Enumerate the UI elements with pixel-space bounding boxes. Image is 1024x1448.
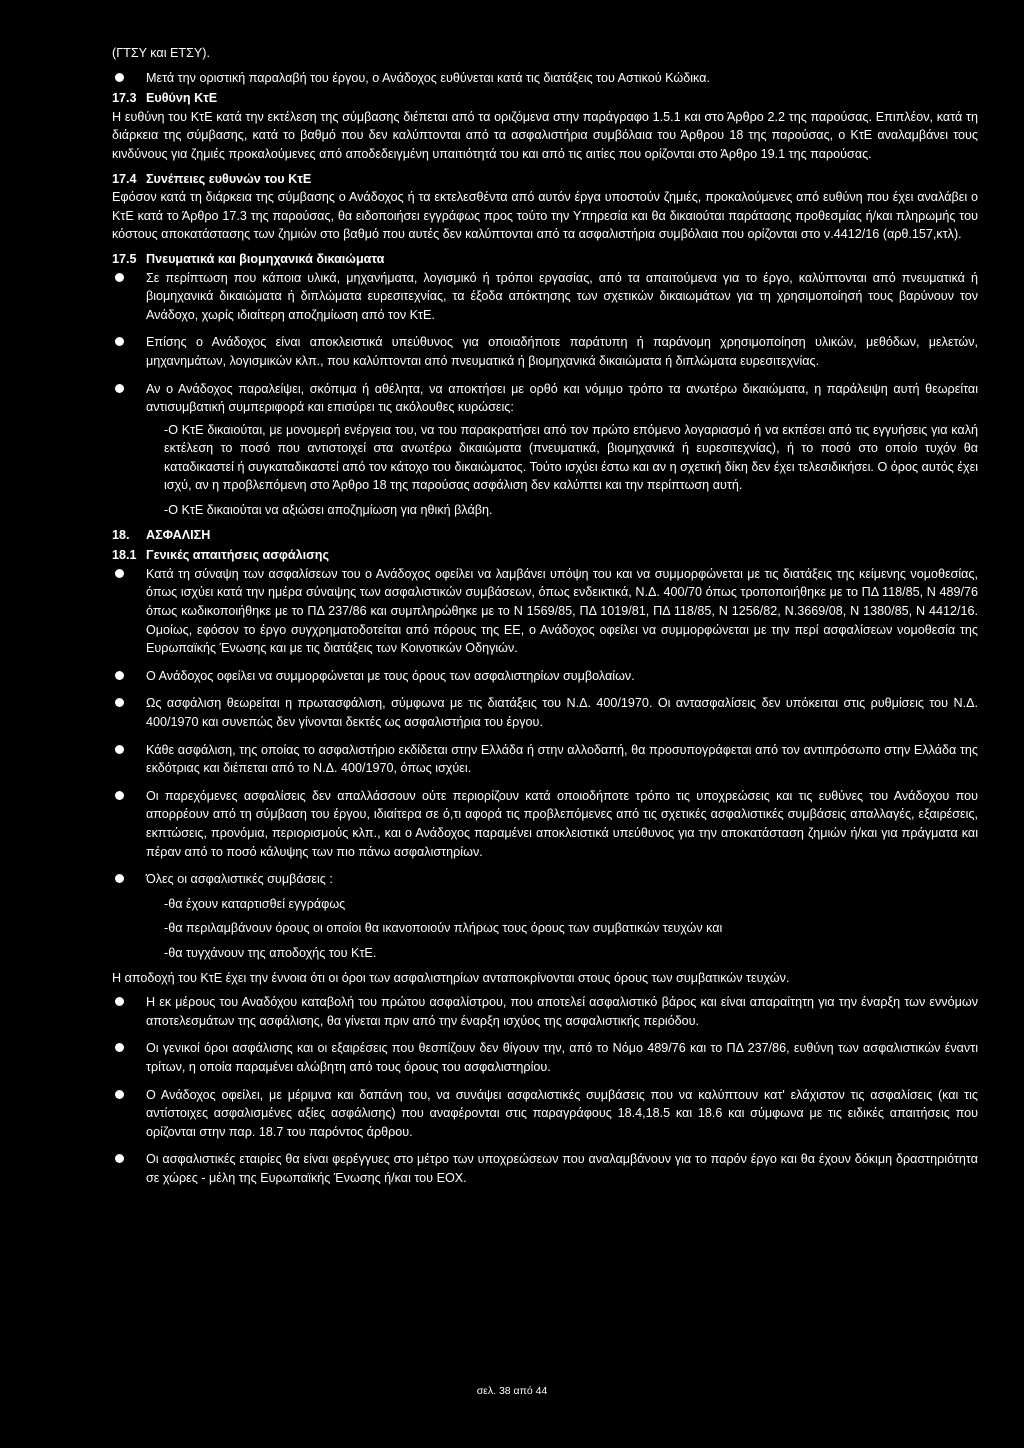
section-18-title: ΑΣΦΑΛΙΣΗ xyxy=(146,527,211,542)
list-item: Οι ασφαλιστικές εταιρίες θα είναι φερέγγυες στο μέτρο των υποχρεώσεων που αναλαμβάνουν για το παρόν έργο και θα έχουν δόκιμη δραστηριότητα σε χώρες - μέλη της Ευρωπαϊκής Ένωσης ή/και του ΕΟΧ. xyxy=(112,1150,978,1187)
document-page xyxy=(112,44,978,1196)
list-item: Οι παρεχόμενες ασφαλίσεις δεν απαλλάσσουν ούτε περιορίζουν κατά οποιοδήποτε τρόπο τις υποχρεώσεις και τις ευθύνες του Ανάδοχου που απορρέουν από τη σύμβαση του έργου, ιδιαίτερα σε ό,τι αφορά τις προβλεπόμενες από τις σχετικές ασφαλιστικές συμβάσεις απαλλαγές, εξαιρέσεις, εκπτώσεις, προνόμια, περιορισμούς κλπ., και ο Ανάδοχος παραμένει αποκλειστικά υπεύθυνος για την αποκατάσταση ζημιών ή/και για πράγματα και πέραν από το ποσό κάλυψης των πιο πάνω ασφαλιστηρίων. xyxy=(112,787,978,861)
sub-item: -Ο ΚτΕ δικαιούται, με μονομερή ενέργεια του, να του παρακρατήσει από τον πρώτο επόμενο λογαριασμό ή να εκπέσει από τις εγγυήσεις για καλή εκτέλεση το ποσό που αντιστοιχεί στα ανωτέρω δικαιώματα (πνευματικά, βιομηχανικά ή ευρεσιτεχνίας), ή το ποσό στο οποίο τυχόν θα καταδικαστεί ή συγκαταδικαστεί από τον κάτοχο του δικαιώματος. Τούτο ισχύει έστω και αν η σχετική δίκη δεν έχει τελεσιδικήσει. Ο όρος αυτός έχει ισχύ, αν η προβλεπόμενη στο Άρθρο 18 της παρούσας ασφάλιση δεν καλύπτει και την περίπτωση αυτή. xyxy=(164,422,978,493)
dash-item: -θα περιλαμβάνουν όρους οι οποίοι θα ικανοποιούν πλήρως τους όρους των συμβατικών τευχών και xyxy=(164,921,723,936)
list-item: Αν ο Ανάδοχος παραλείψει, σκόπιμα ή αθέλητα, να αποκτήσει με ορθό και νόμιμο τρόπο τα ανωτέρω δικαιώματα, η παράλειψη αυτή θεωρείται αντισυμβατική συμπεριφορά και επισύρει τις ακόλουθες κυρώσεις: xyxy=(112,380,978,417)
section-17-3-title: Ευθύνη ΚτΕ xyxy=(146,91,218,106)
list-item: Ο Ανάδοχος οφείλει να συμμορφώνεται με τους όρους των ασφαλιστηρίων συμβολαίων. xyxy=(112,667,978,686)
list-item: Όλες οι ασφαλιστικές συμβάσεις : xyxy=(112,870,978,889)
section-18-1-heading xyxy=(112,546,978,565)
list-item: Η εκ μέρους του Αναδόχου καταβολή του πρώτου ασφαλίστρου, που αποτελεί ασφαλιστικό βάρος και είναι απαραίτητη για την έναρξη των εννόμων αποτελεσμάτων της ασφάλισης, θα γίνεται πριν από την έναρξη ισχύος της ασφαλιστικής περιόδου. xyxy=(112,993,978,1030)
section-18-heading xyxy=(112,526,978,545)
section-17-4-body: Εφόσον κατά τη διάρκεια της σύμβασης ο Ανάδοχος ή τα εκτελεσθέντα από αυτόν έργα υποστούν ζημιές, προκαλούμενες από ευθύνη που έχει αναλάβει ο ΚτΕ κατά το Άρθρο 17.3 της παρούσας, θα ειδοποιήσει εγγράφως προς τούτο την Υπηρεσία και θα δικαιούται παράτασης προθεσμίας ή/και πληρωμής του κόστους αποκατάστασης των ζημιών στο βαθμό που αυτές δεν καλύπτονται από τα ασφαλιστήρια συμβόλαια που ορίζονται στο ν.4412/16 (αρθ.157,κτλ). xyxy=(112,190,978,242)
list-item: Κάθε ασφάλιση, της οποίας το ασφαλιστήριο εκδίδεται στην Ελλάδα ή στην αλλοδαπή, θα προσυπογράφεται από τον αντιπρόσωπο στην Ελλάδα της εκδότριας και διέπεται από το Ν.Δ. 400/1970, όπως ισχύει. xyxy=(112,741,978,778)
sub-item: -Ο ΚτΕ δικαιούται να αξιώσει αποζημίωση για ηθική βλάβη. xyxy=(164,503,493,518)
section-17-4-heading xyxy=(112,170,978,189)
section-17-3-body: Η ευθύνη του ΚτΕ κατά την εκτέλεση της σύμβασης διέπεται από τα οριζόμενα στην παράγραφο 1.5.1 και στο Άρθρο 2.2 της παρούσας. Επιπλέον, κατά τη διάρκεια της σύμβασης, κατά το βαθμό που δεν καλύπτονται από τα ασφαλιστήρια συμβόλαια του Άρθρου 18 της παρούσας, ο ΚτΕ αναλαμβάνει τους κινδύνους για ζημιές προκαλούμενες από αποδεδειγμένη υπαιτιότητά του και από τις αιτίες που ορίζονται στο Άρθρο 19.1 της παρούσας. xyxy=(112,109,978,161)
section-17-3-heading xyxy=(112,89,978,108)
list-item: Κατά τη σύναψη των ασφαλίσεων του ο Ανάδοχος οφείλει να λαμβάνει υπόψη του και να συμμορφώνεται με τις διατάξεις της κείμενης νομοθεσίας, όπως ισχύει κατά την ημέρα σύναψης των ασφαλιστικών συμβάσεων, όπως ενδεικτικά, Ν.Δ. 400/70 όπως τροποποιήθηκε με το ΠΔ 118/85, Ν 489/76 όπως κωδικοποιήθηκε με το ΠΔ 237/86 και συμπληρώθηκε με το Ν 1569/85, ΠΔ 1019/81, ΠΔ 118/85, Ν 1256/82, Ν.3669/08, Ν 1380/85, Ν 4412/16. Ομοίως, εφόσον το έργο συγχρηματοδοτείται από πόρους της ΕΕ, ο Ανάδοχος οφείλει να συμμορφώνεται με την περί ασφαλίσεων νομοθεσία της Ευρωπαϊκής Ένωσης και με τις διατάξεις των Κοινοτικών Οδηγιών. xyxy=(112,565,978,658)
intro-line: (ΓΤΣΥ και ΕΤΣΥ). xyxy=(112,46,210,60)
insurance-conditions-list xyxy=(112,895,978,963)
acceptance-text: Η αποδοχή του ΚτΕ έχει την έννοια ότι οι όροι των ασφαλιστηρίων ανταποκρίνονται στους όρους των συμβατικών τευχών. xyxy=(112,970,790,985)
section-18-1-number: 18.1 xyxy=(112,548,137,563)
section-17-5-number: 17.5 xyxy=(112,251,137,266)
section-17-5-heading xyxy=(112,250,978,269)
section-18-number: 18. xyxy=(112,527,130,542)
section-18-1-title: Γενικές απαιτήσεις ασφάλισης xyxy=(146,548,329,563)
section-17-5-title: Πνευματικά και βιομηχανικά δικαιώματα xyxy=(146,251,385,266)
list-item: Επίσης ο Ανάδοχος είναι αποκλειστικά υπεύθυνος για οποιαδήποτε παράτυπη ή παράνομη χρησιμοποίηση υλικών, μεθόδων, μελετών, μηχανημάτων, λογισμικών κλπ., που καλύπτονται από πνευματικά ή βιομηχανικά δικαιώματα ή διπλώματα ευρεσιτεχνίας. xyxy=(112,333,978,370)
list-item: Ως ασφάλιση θεωρείται η πρωτασφάλιση, σύμφωνα με τις διατάξεις του Ν.Δ. 400/1970. Οι αντασφαλίσεις δεν υπόκειται στις ρυθμίσεις του Ν.Δ. 400/1970 και συνεπώς δεν γίνονται δεκτές ως ασφαλιστήρια του έργου. xyxy=(112,694,978,731)
dash-item: -θα τυγχάνουν της αποδοχής του ΚτΕ. xyxy=(164,945,377,960)
page-number: σελ. 38 από 44 xyxy=(476,1385,548,1397)
section-17-3-number: 17.3 xyxy=(112,91,137,106)
section-17-4-title: Συνέπειες ευθυνών του ΚτΕ xyxy=(146,171,312,186)
dash-item: -θα έχουν καταρτισθεί εγγράφως xyxy=(164,896,346,911)
intro-bullet: Μετά την οριστική παραλαβή του έργου, ο Ανάδοχος ευθύνεται κατά τις διατάξεις του Αστικού Κώδικα. xyxy=(112,69,978,88)
list-item: Σε περίπτωση που κάποια υλικά, μηχανήματα, λογισμικό ή τρόποι εργασίας, από τα απαιτούμενα για το έργο, καλύπτονται από πνευματικά ή βιομηχανικά δικαιώματα ή διπλώματα ευρεσιτεχνίας, τα έξοδα απόκτησης των σχετικών δικαιωμάτων για τη χρησιμοποίησή τους βαρύνουν τον Ανάδοχο, χωρίς ιδιαίτερη αποζημίωση από τον ΚτΕ. xyxy=(112,269,978,325)
list-item: Οι γενικοί όροι ασφάλισης και οι εξαιρέσεις που θεσπίζουν δεν θίγουν την, από το Νόμο 489/76 και το ΠΔ 237/86, ευθύνη των ασφαλιστικών έναντι τρίτων, η οποία παραμένει αλώβητη από τους όρους του ασφαλιστηρίου. xyxy=(112,1039,978,1076)
section-17-4-number: 17.4 xyxy=(112,171,137,186)
list-item: Ο Ανάδοχος οφείλει, με μέριμνα και δαπάνη του, να συνάψει ασφαλιστικές συμβάσεις που να καλύπτουν κατ' ελάχιστον τις ασφαλίσεις (και τις αντίστοιχες ασφαλισμένες αξίες ασφάλισης) που αναφέρονται στις παραγράφους 18.4,18.5 και 18.6 και σύμφωνα με τις ειδικές απαιτήσεις που ορίζονται στην παρ. 18.7 του παρόντος άρθρου. xyxy=(112,1086,978,1142)
